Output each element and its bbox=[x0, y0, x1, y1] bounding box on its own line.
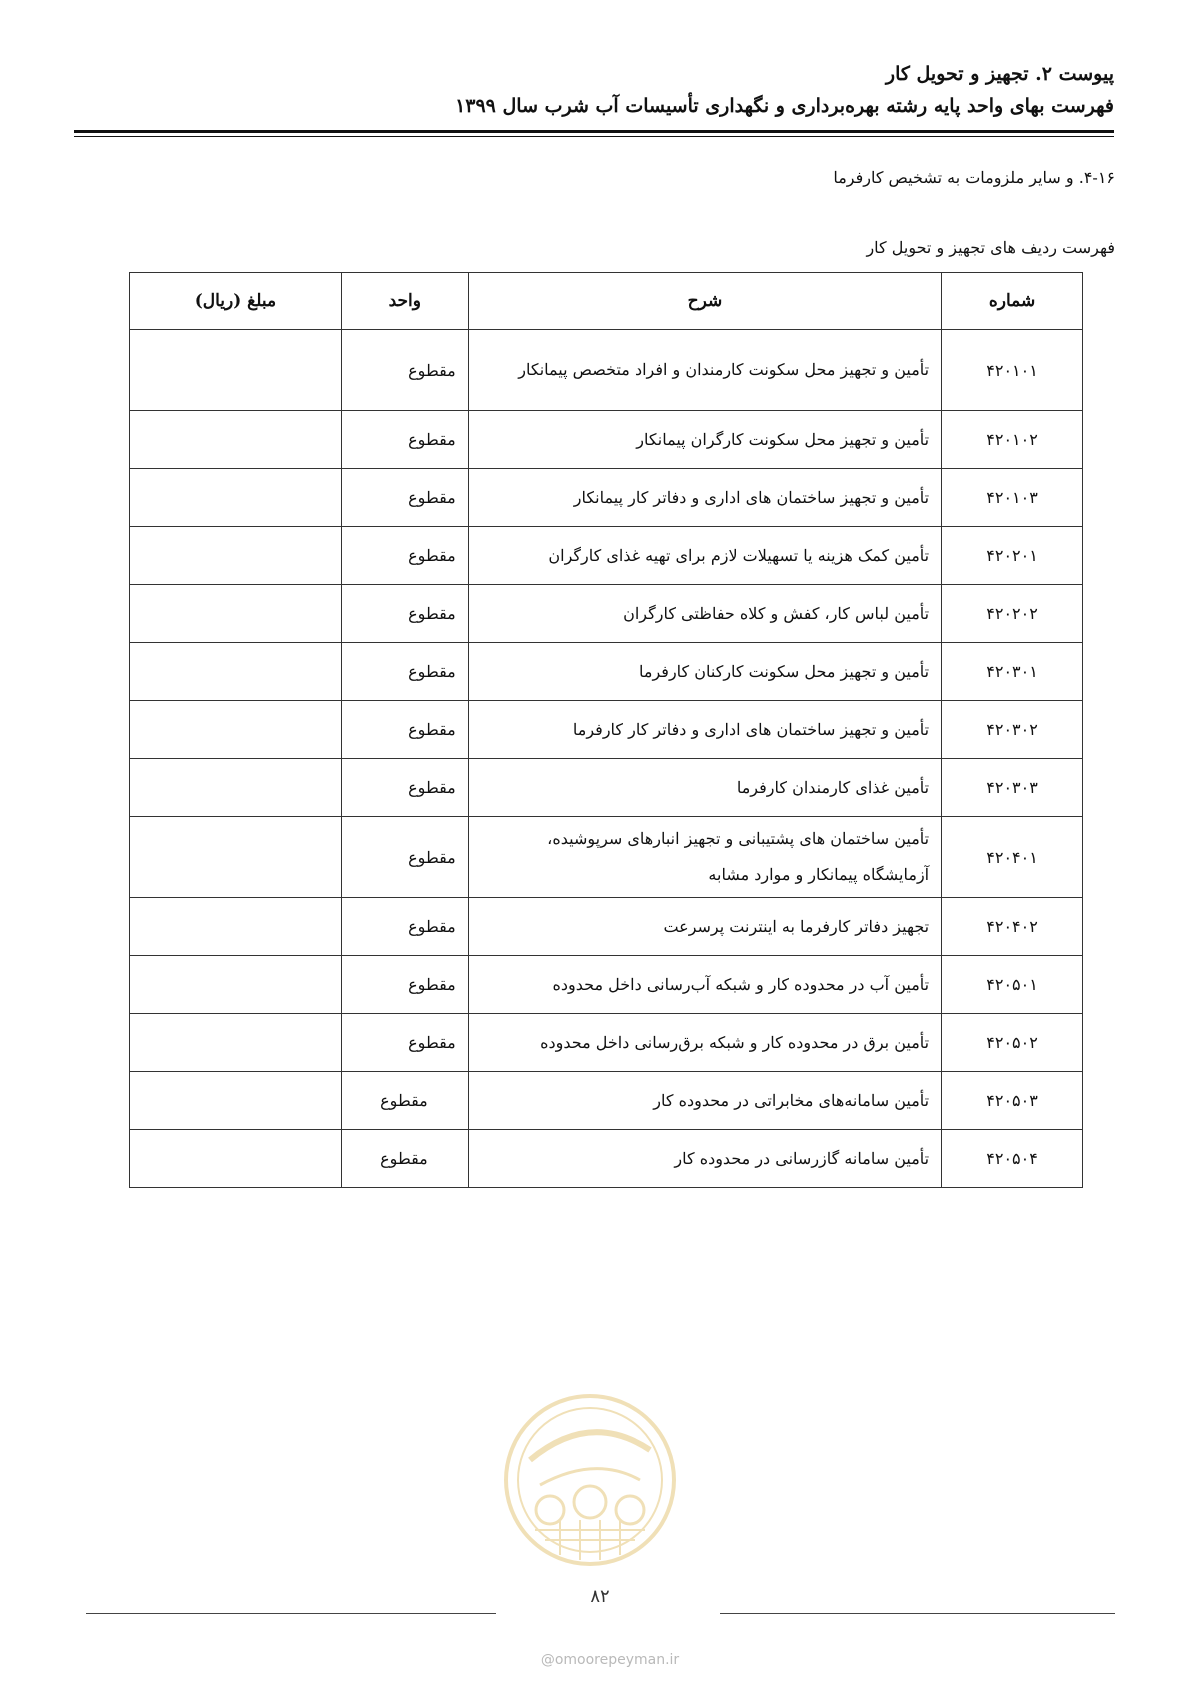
header-rule-thick bbox=[74, 130, 1114, 133]
row-amount bbox=[130, 898, 342, 956]
row-unit: مقطوع bbox=[341, 330, 468, 411]
appendix-title: پیوست ۲. تجهیز و تحویل کار bbox=[885, 63, 1114, 85]
row-amount bbox=[130, 411, 342, 469]
row-amount bbox=[130, 585, 342, 643]
page-number: ۸۲ bbox=[590, 1586, 610, 1607]
items-table bbox=[129, 272, 1083, 1188]
row-amount bbox=[130, 701, 342, 759]
header-amount: مبلغ (ریال) bbox=[130, 273, 342, 330]
row-number: ۴۲۰۱۰۲ bbox=[942, 411, 1083, 469]
row-description: تأمین و تجهیز محل سکونت کارگران پیمانکار bbox=[468, 411, 941, 469]
table-row bbox=[130, 330, 1083, 411]
watermark-seal-logo bbox=[500, 1390, 680, 1570]
table-row bbox=[130, 585, 1083, 643]
row-unit: مقطوع bbox=[341, 701, 468, 759]
header-rule-thin bbox=[74, 136, 1114, 137]
row-amount bbox=[130, 1130, 342, 1188]
row-number: ۴۲۰۳۰۱ bbox=[942, 643, 1083, 701]
row-description: تأمین لباس کار، کفش و کلاه حفاظتی کارگران bbox=[468, 585, 941, 643]
row-amount bbox=[130, 759, 342, 817]
table-row bbox=[130, 1072, 1083, 1130]
row-amount bbox=[130, 1014, 342, 1072]
row-number: ۴۲۰۴۰۱ bbox=[942, 817, 1083, 898]
footer-rule-right bbox=[720, 1613, 1115, 1614]
row-unit: مقطوع bbox=[341, 585, 468, 643]
row-description: تأمین و تجهیز محل سکونت کارمندان و افراد متخصص پیمانکار bbox=[468, 330, 941, 411]
row-number: ۴۲۰۱۰۱ bbox=[942, 330, 1083, 411]
table-row bbox=[130, 1014, 1083, 1072]
row-description: تأمین سامانه گازرسانی در محدوده کار bbox=[468, 1130, 941, 1188]
row-amount bbox=[130, 330, 342, 411]
row-amount bbox=[130, 1072, 342, 1130]
table-row bbox=[130, 817, 1083, 898]
row-description: تأمین غذای کارمندان کارفرما bbox=[468, 759, 941, 817]
row-amount bbox=[130, 469, 342, 527]
table-row bbox=[130, 701, 1083, 759]
row-unit: مقطوع bbox=[341, 1072, 468, 1130]
row-unit: مقطوع bbox=[341, 817, 468, 898]
row-number: ۴۲۰۴۰۲ bbox=[942, 898, 1083, 956]
row-number: ۴۲۰۲۰۱ bbox=[942, 527, 1083, 585]
watermark-url: @omoorepeyman.ir bbox=[540, 1652, 680, 1668]
table-row bbox=[130, 527, 1083, 585]
row-number: ۴۲۰۱۰۳ bbox=[942, 469, 1083, 527]
row-unit: مقطوع bbox=[341, 411, 468, 469]
row-description: تأمین و تجهیز ساختمان های اداری و دفاتر کار کارفرما bbox=[468, 701, 941, 759]
row-unit: مقطوع bbox=[341, 1130, 468, 1188]
row-description: تأمین ساختمان های پشتیبانی و تجهیز انبارهای سرپوشیده، آزمایشگاه پیمانکار و موارد مشابه bbox=[468, 817, 941, 898]
row-description: تأمین برق در محدوده کار و شبکه برق‌رسانی داخل محدوده bbox=[468, 1014, 941, 1072]
row-amount bbox=[130, 956, 342, 1014]
row-description: تأمین و تجهیز ساختمان های اداری و دفاتر کار پیمانکار bbox=[468, 469, 941, 527]
row-number: ۴۲۰۳۰۲ bbox=[942, 701, 1083, 759]
row-number: ۴۲۰۵۰۱ bbox=[942, 956, 1083, 1014]
row-unit: مقطوع bbox=[341, 898, 468, 956]
table-row bbox=[130, 956, 1083, 1014]
table-row bbox=[130, 411, 1083, 469]
document-title: فهرست بهای واحد پایه رشته بهره‌برداری و نگهداری تأسیسات آب شرب سال ۱۳۹۹ bbox=[455, 95, 1114, 117]
row-number: ۴۲۰۵۰۴ bbox=[942, 1130, 1083, 1188]
row-unit: مقطوع bbox=[341, 956, 468, 1014]
table-row bbox=[130, 469, 1083, 527]
row-unit: مقطوع bbox=[341, 469, 468, 527]
row-unit: مقطوع bbox=[341, 1014, 468, 1072]
row-description: تأمین و تجهیز محل سکونت کارکنان کارفرما bbox=[468, 643, 941, 701]
table-row bbox=[130, 759, 1083, 817]
row-amount bbox=[130, 527, 342, 585]
row-number: ۴۲۰۵۰۳ bbox=[942, 1072, 1083, 1130]
header-description: شرح bbox=[468, 273, 941, 330]
row-description: تجهیز دفاتر کارفرما به اینترنت پرسرعت bbox=[468, 898, 941, 956]
row-amount bbox=[130, 643, 342, 701]
table-caption: فهرست ردیف های تجهیز و تحویل کار bbox=[866, 238, 1115, 257]
row-unit: مقطوع bbox=[341, 643, 468, 701]
row-unit: مقطوع bbox=[341, 759, 468, 817]
page-header bbox=[74, 58, 1114, 122]
header-unit: واحد bbox=[341, 273, 468, 330]
footer-rule-left bbox=[86, 1613, 496, 1614]
row-number: ۴۲۰۲۰۲ bbox=[942, 585, 1083, 643]
table-row bbox=[130, 898, 1083, 956]
row-number: ۴۲۰۵۰۲ bbox=[942, 1014, 1083, 1072]
row-unit: مقطوع bbox=[341, 527, 468, 585]
row-number: ۴۲۰۳۰۳ bbox=[942, 759, 1083, 817]
row-description: تأمین آب در محدوده کار و شبکه آب‌رسانی داخل محدوده bbox=[468, 956, 941, 1014]
row-description: تأمین کمک هزینه یا تسهیلات لازم برای تهیه غذای کارگران bbox=[468, 527, 941, 585]
section-item-text: ۴-۱۶. و سایر ملزومات به تشخیص کارفرما bbox=[833, 168, 1115, 187]
table-row bbox=[130, 1130, 1083, 1188]
header-number: شماره bbox=[942, 273, 1083, 330]
row-amount bbox=[130, 817, 342, 898]
table-row bbox=[130, 643, 1083, 701]
table-header-row bbox=[130, 273, 1083, 330]
row-description: تأمین سامانه‌های مخابراتی در محدوده کار bbox=[468, 1072, 941, 1130]
